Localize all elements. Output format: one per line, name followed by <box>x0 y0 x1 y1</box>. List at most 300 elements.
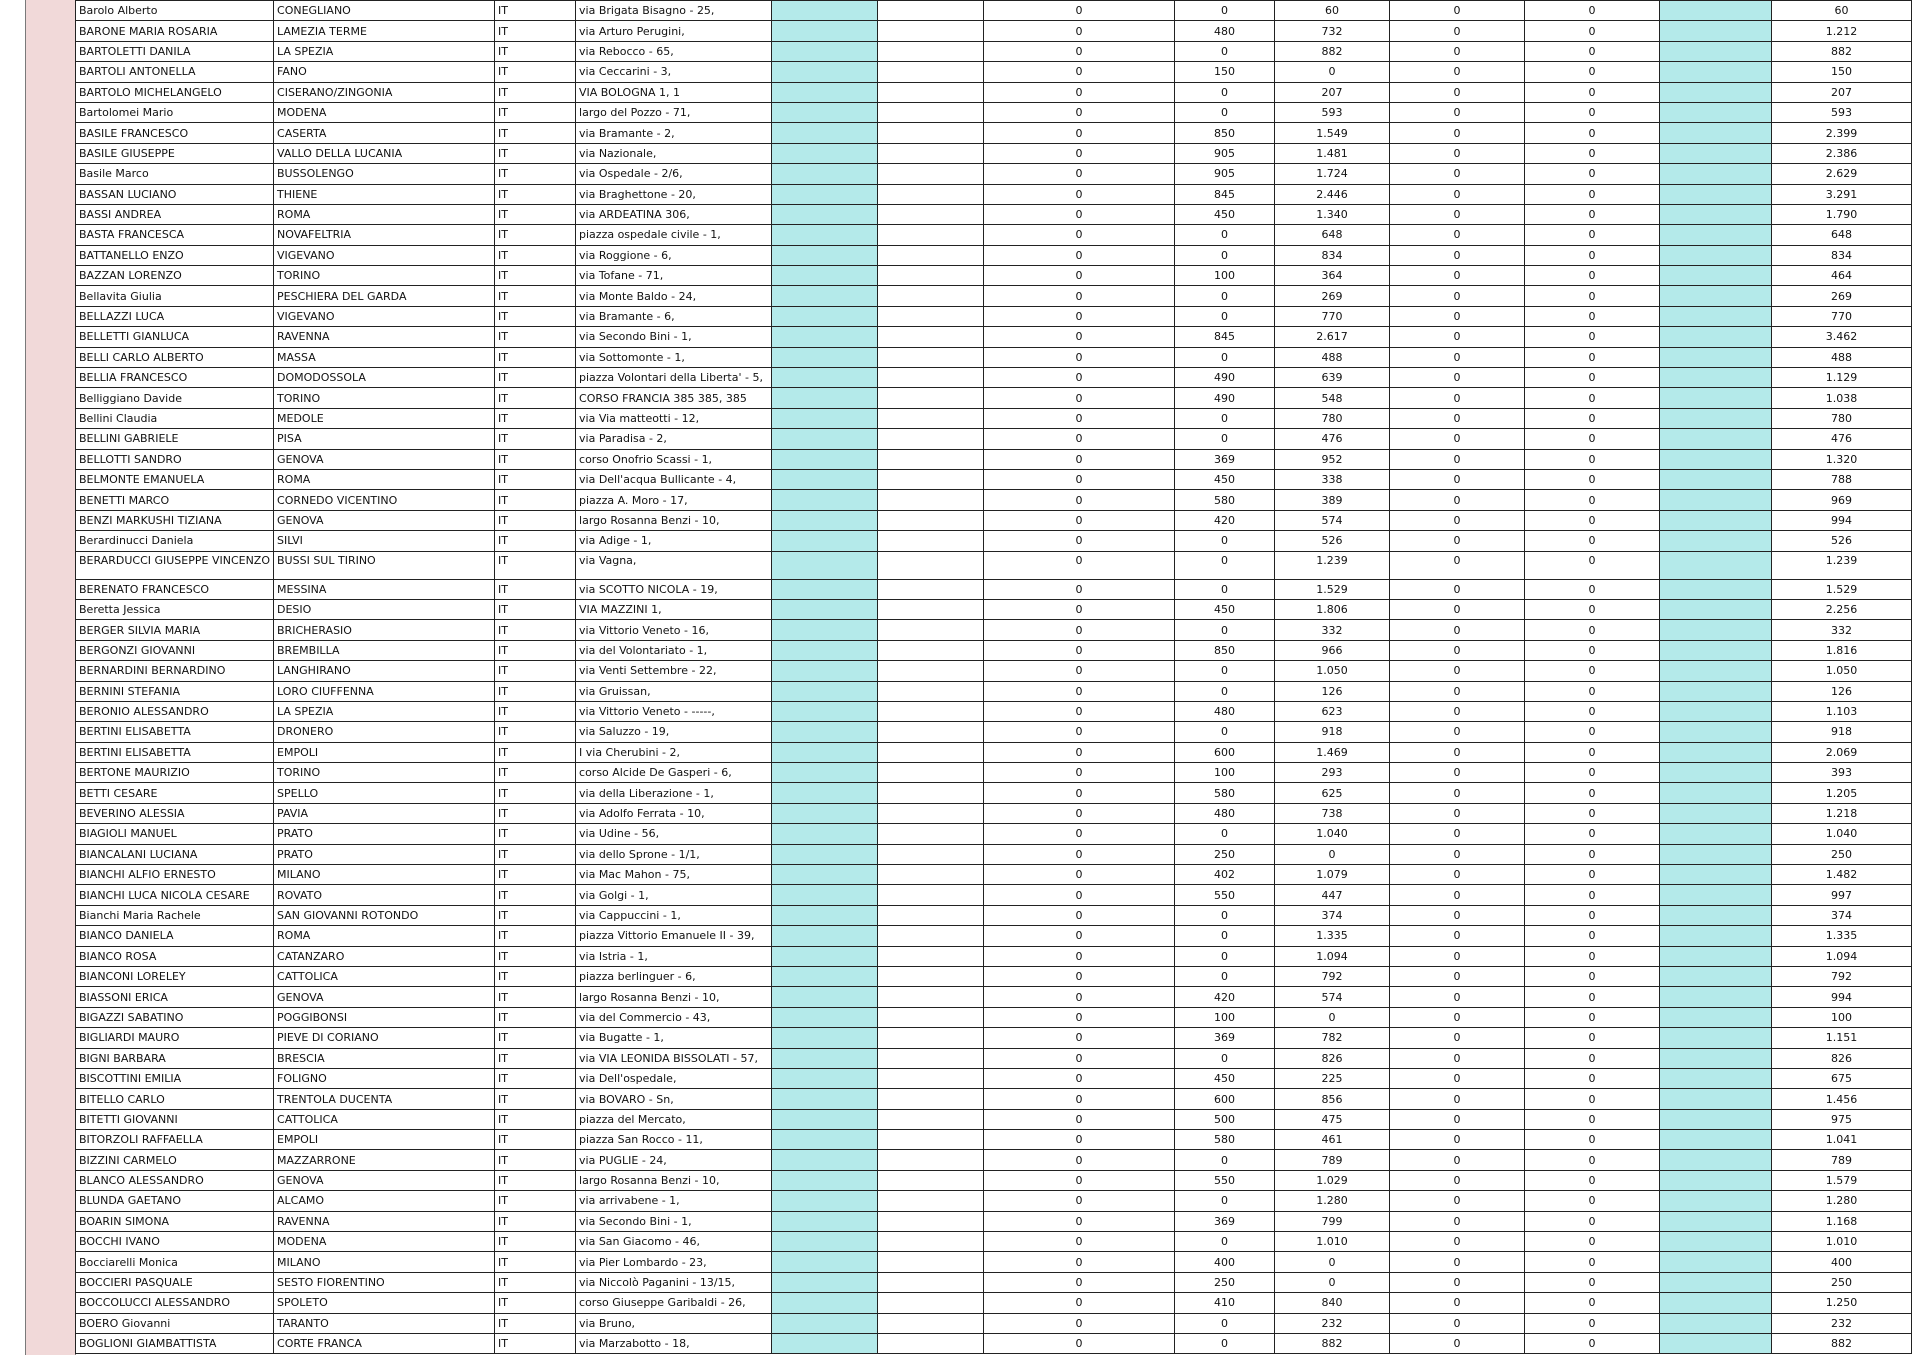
amount-cell-5: 0 <box>1525 469 1660 489</box>
name-cell: BIANCO ROSA <box>76 946 274 966</box>
amount-cell-3: 0 <box>1275 1252 1390 1272</box>
country-cell: IT <box>495 164 576 184</box>
table-row <box>76 388 1912 408</box>
table-row <box>76 599 1912 619</box>
highlight-cell <box>1660 1068 1772 1088</box>
amount-cell-2: 850 <box>1175 123 1275 143</box>
table-row <box>76 1252 1912 1272</box>
highlight-cell <box>1660 742 1772 762</box>
name-cell: BELLIA FRANCESCO <box>76 368 274 388</box>
address-cell: via arrivabene - 1, <box>576 1191 772 1211</box>
amount-cell-2: 369 <box>1175 449 1275 469</box>
name-cell: BATTANELLO ENZO <box>76 245 274 265</box>
amount-cell-1: 0 <box>984 661 1175 681</box>
amount-cell-3: 625 <box>1275 783 1390 803</box>
country-cell: IT <box>495 102 576 122</box>
amount-cell-1: 0 <box>984 1211 1175 1231</box>
amount-cell-1: 0 <box>984 62 1175 82</box>
name-cell: BIGAZZI SABATINO <box>76 1007 274 1027</box>
name-cell: BASTA FRANCESCA <box>76 225 274 245</box>
empty-cell <box>878 388 984 408</box>
amount-cell-4: 0 <box>1390 21 1525 41</box>
amount-cell-1: 0 <box>984 306 1175 326</box>
amount-cell-4: 0 <box>1390 245 1525 265</box>
empty-cell <box>878 510 984 530</box>
city-cell: SAN GIOVANNI ROTONDO <box>274 905 495 925</box>
city-cell: CONEGLIANO <box>274 1 495 21</box>
amount-cell-1: 0 <box>984 368 1175 388</box>
amount-cell-4: 0 <box>1390 1130 1525 1150</box>
table-row <box>76 620 1912 640</box>
amount-cell-3: 952 <box>1275 449 1390 469</box>
amount-cell-5: 0 <box>1525 164 1660 184</box>
amount-cell-1: 0 <box>984 987 1175 1007</box>
amount-cell-3: 1.481 <box>1275 143 1390 163</box>
name-cell: BLANCO ALESSANDRO <box>76 1170 274 1190</box>
country-cell: IT <box>495 579 576 599</box>
amount-cell-1: 0 <box>984 1272 1175 1292</box>
name-cell: BIANCONI LORELEY <box>76 966 274 986</box>
highlight-cell <box>772 62 878 82</box>
amount-cell-3: 1.529 <box>1275 579 1390 599</box>
amount-cell-5: 0 <box>1525 905 1660 925</box>
amount-cell-3: 1.050 <box>1275 661 1390 681</box>
table-row <box>76 1130 1912 1150</box>
highlight-cell <box>772 803 878 823</box>
amount-cell-5: 0 <box>1525 41 1660 61</box>
amount-cell-3: 732 <box>1275 21 1390 41</box>
highlight-cell <box>772 763 878 783</box>
city-cell: DOMODOSSOLA <box>274 368 495 388</box>
address-cell: via Golgi - 1, <box>576 885 772 905</box>
table-row <box>76 245 1912 265</box>
empty-cell <box>878 184 984 204</box>
table-row <box>76 640 1912 660</box>
address-cell: via Arturo Perugini, <box>576 21 772 41</box>
name-cell: BERTINI ELISABETTA <box>76 722 274 742</box>
name-cell: BIGNI BARBARA <box>76 1048 274 1068</box>
empty-cell <box>878 661 984 681</box>
amount-cell-4: 0 <box>1390 1068 1525 1088</box>
name-cell: BEVERINO ALESSIA <box>76 803 274 823</box>
amount-cell-1: 0 <box>984 1293 1175 1313</box>
address-cell: piazza ospedale civile - 1, <box>576 225 772 245</box>
highlight-cell <box>772 531 878 551</box>
amount-cell-4: 0 <box>1390 1170 1525 1190</box>
amount-cell-5: 0 <box>1525 926 1660 946</box>
total-cell: 1.579 <box>1772 1170 1912 1190</box>
highlight-cell <box>1660 701 1772 721</box>
empty-cell <box>878 1272 984 1292</box>
highlight-cell <box>1660 184 1772 204</box>
amount-cell-1: 0 <box>984 865 1175 885</box>
highlight-cell <box>772 164 878 184</box>
amount-cell-1: 0 <box>984 388 1175 408</box>
address-cell: via Via matteotti - 12, <box>576 408 772 428</box>
amount-cell-2: 0 <box>1175 347 1275 367</box>
amount-cell-3: 770 <box>1275 306 1390 326</box>
amount-cell-1: 0 <box>984 844 1175 864</box>
city-cell: MODENA <box>274 102 495 122</box>
amount-cell-4: 0 <box>1390 368 1525 388</box>
amount-cell-3: 364 <box>1275 266 1390 286</box>
total-cell: 997 <box>1772 885 1912 905</box>
highlight-cell <box>1660 1007 1772 1027</box>
amount-cell-4: 0 <box>1390 1150 1525 1170</box>
highlight-cell <box>772 347 878 367</box>
name-cell: BIANCHI ALFIO ERNESTO <box>76 865 274 885</box>
amount-cell-2: 600 <box>1175 742 1275 762</box>
highlight-cell <box>772 885 878 905</box>
highlight-cell <box>1660 143 1772 163</box>
amount-cell-2: 100 <box>1175 1007 1275 1027</box>
city-cell: VIGEVANO <box>274 245 495 265</box>
amount-cell-4: 0 <box>1390 1 1525 21</box>
highlight-cell <box>772 82 878 102</box>
amount-cell-4: 0 <box>1390 327 1525 347</box>
amount-cell-4: 0 <box>1390 1334 1525 1354</box>
highlight-cell <box>772 449 878 469</box>
city-cell: TARANTO <box>274 1313 495 1333</box>
amount-cell-4: 0 <box>1390 681 1525 701</box>
highlight-cell <box>772 681 878 701</box>
highlight-cell <box>772 640 878 660</box>
amount-cell-2: 0 <box>1175 429 1275 449</box>
table-row <box>76 742 1912 762</box>
city-cell: SPELLO <box>274 783 495 803</box>
empty-cell <box>878 1252 984 1272</box>
total-cell: 1.010 <box>1772 1232 1912 1252</box>
highlight-cell <box>1660 531 1772 551</box>
name-cell: BIZZINI CARMELO <box>76 1150 274 1170</box>
amount-cell-3: 856 <box>1275 1089 1390 1109</box>
amount-cell-3: 332 <box>1275 620 1390 640</box>
highlight-cell <box>772 865 878 885</box>
country-cell: IT <box>495 368 576 388</box>
address-cell: via del Commercio - 43, <box>576 1007 772 1027</box>
name-cell: BETTI CESARE <box>76 783 274 803</box>
name-cell: BOERO Giovanni <box>76 1313 274 1333</box>
highlight-cell <box>772 926 878 946</box>
city-cell: CASERTA <box>274 123 495 143</box>
amount-cell-4: 0 <box>1390 946 1525 966</box>
address-cell: via Ospedale - 2/6, <box>576 164 772 184</box>
highlight-cell <box>1660 327 1772 347</box>
address-cell: via Vittorio Veneto - -----, <box>576 701 772 721</box>
table-row <box>76 531 1912 551</box>
empty-cell <box>878 722 984 742</box>
highlight-cell <box>1660 987 1772 1007</box>
address-cell: via Gruissan, <box>576 681 772 701</box>
amount-cell-5: 0 <box>1525 286 1660 306</box>
amount-cell-5: 0 <box>1525 661 1660 681</box>
country-cell: IT <box>495 551 576 579</box>
name-cell: BIANCALANI LUCIANA <box>76 844 274 864</box>
address-cell: piazza San Rocco - 11, <box>576 1130 772 1150</box>
city-cell: CORTE FRANCA <box>274 1334 495 1354</box>
empty-cell <box>878 490 984 510</box>
amount-cell-4: 0 <box>1390 469 1525 489</box>
amount-cell-1: 0 <box>984 531 1175 551</box>
name-cell: BERGER SILVIA MARIA <box>76 620 274 640</box>
amount-cell-5: 0 <box>1525 701 1660 721</box>
address-cell: via Secondo Bini - 1, <box>576 1211 772 1231</box>
address-cell: via Pier Lombardo - 23, <box>576 1252 772 1272</box>
address-cell: largo Rosanna Benzi - 10, <box>576 510 772 530</box>
address-cell: via Secondo Bini - 1, <box>576 327 772 347</box>
country-cell: IT <box>495 701 576 721</box>
left-margin-band <box>25 0 76 1355</box>
country-cell: IT <box>495 429 576 449</box>
amount-cell-5: 0 <box>1525 722 1660 742</box>
amount-cell-2: 905 <box>1175 143 1275 163</box>
amount-cell-1: 0 <box>984 1028 1175 1048</box>
table-row <box>76 1272 1912 1292</box>
highlight-cell <box>772 1170 878 1190</box>
empty-cell <box>878 62 984 82</box>
amount-cell-1: 0 <box>984 408 1175 428</box>
address-cell: via Udine - 56, <box>576 824 772 844</box>
empty-cell <box>878 531 984 551</box>
city-cell: ROMA <box>274 926 495 946</box>
highlight-cell <box>1660 551 1772 579</box>
table-row <box>76 184 1912 204</box>
table-row <box>76 551 1912 579</box>
name-cell: BOCCOLUCCI ALESSANDRO <box>76 1293 274 1313</box>
amount-cell-5: 0 <box>1525 449 1660 469</box>
table-row <box>76 803 1912 823</box>
highlight-cell <box>1660 408 1772 428</box>
empty-cell <box>878 579 984 599</box>
empty-cell <box>878 1 984 21</box>
amount-cell-2: 905 <box>1175 164 1275 184</box>
empty-cell <box>878 551 984 579</box>
city-cell: GENOVA <box>274 1170 495 1190</box>
amount-cell-2: 402 <box>1175 865 1275 885</box>
city-cell: BREMBILLA <box>274 640 495 660</box>
amount-cell-5: 0 <box>1525 579 1660 599</box>
amount-cell-5: 0 <box>1525 946 1660 966</box>
table-row <box>76 327 1912 347</box>
table-row <box>76 41 1912 61</box>
amount-cell-3: 1.280 <box>1275 1191 1390 1211</box>
city-cell: MESSINA <box>274 579 495 599</box>
name-cell: BASSAN LUCIANO <box>76 184 274 204</box>
amount-cell-5: 0 <box>1525 1089 1660 1109</box>
highlight-cell <box>1660 306 1772 326</box>
name-cell: Bianchi Maria Rachele <box>76 905 274 925</box>
amount-cell-3: 574 <box>1275 987 1390 1007</box>
amount-cell-5: 0 <box>1525 388 1660 408</box>
table-row <box>76 225 1912 245</box>
country-cell: IT <box>495 946 576 966</box>
amount-cell-4: 0 <box>1390 1089 1525 1109</box>
empty-cell <box>878 599 984 619</box>
table-row <box>76 266 1912 286</box>
address-cell: via Bramante - 2, <box>576 123 772 143</box>
amount-cell-4: 0 <box>1390 1191 1525 1211</box>
amount-cell-1: 0 <box>984 1048 1175 1068</box>
amount-cell-2: 450 <box>1175 204 1275 224</box>
city-cell: MAZZARRONE <box>274 1150 495 1170</box>
city-cell: BUSSOLENGO <box>274 164 495 184</box>
amount-cell-3: 792 <box>1275 966 1390 986</box>
amount-cell-1: 0 <box>984 966 1175 986</box>
city-cell: TORINO <box>274 266 495 286</box>
name-cell: BELMONTE EMANUELA <box>76 469 274 489</box>
country-cell: IT <box>495 1170 576 1190</box>
address-cell: via Tofane - 71, <box>576 266 772 286</box>
amount-cell-1: 0 <box>984 763 1175 783</box>
amount-cell-3: 782 <box>1275 1028 1390 1048</box>
amount-cell-4: 0 <box>1390 599 1525 619</box>
total-cell: 269 <box>1772 286 1912 306</box>
amount-cell-3: 966 <box>1275 640 1390 660</box>
amount-cell-1: 0 <box>984 1007 1175 1027</box>
country-cell: IT <box>495 266 576 286</box>
city-cell: MODENA <box>274 1232 495 1252</box>
highlight-cell <box>1660 266 1772 286</box>
amount-cell-4: 0 <box>1390 661 1525 681</box>
city-cell: LORO CIUFFENNA <box>274 681 495 701</box>
highlight-cell <box>1660 722 1772 742</box>
amount-cell-2: 450 <box>1175 1068 1275 1088</box>
amount-cell-1: 0 <box>984 510 1175 530</box>
amount-cell-5: 0 <box>1525 429 1660 449</box>
table-row <box>76 905 1912 925</box>
address-cell: VIA BOLOGNA 1, 1 <box>576 82 772 102</box>
amount-cell-5: 0 <box>1525 1313 1660 1333</box>
highlight-cell <box>772 1293 878 1313</box>
total-cell: 2.629 <box>1772 164 1912 184</box>
amount-cell-1: 0 <box>984 1232 1175 1252</box>
amount-cell-3: 639 <box>1275 368 1390 388</box>
table-row <box>76 143 1912 163</box>
amount-cell-1: 0 <box>984 429 1175 449</box>
total-cell: 1.038 <box>1772 388 1912 408</box>
highlight-cell <box>1660 204 1772 224</box>
address-cell: largo Rosanna Benzi - 10, <box>576 987 772 1007</box>
amount-cell-4: 0 <box>1390 742 1525 762</box>
amount-cell-4: 0 <box>1390 225 1525 245</box>
empty-cell <box>878 102 984 122</box>
amount-cell-1: 0 <box>984 905 1175 925</box>
empty-cell <box>878 143 984 163</box>
amount-cell-5: 0 <box>1525 368 1660 388</box>
highlight-cell <box>1660 388 1772 408</box>
amount-cell-5: 0 <box>1525 1007 1660 1027</box>
amount-cell-4: 0 <box>1390 763 1525 783</box>
empty-cell <box>878 763 984 783</box>
highlight-cell <box>1660 1334 1772 1354</box>
amount-cell-2: 450 <box>1175 469 1275 489</box>
amount-cell-3: 2.617 <box>1275 327 1390 347</box>
table-row <box>76 1048 1912 1068</box>
highlight-cell <box>772 41 878 61</box>
highlight-cell <box>1660 1293 1772 1313</box>
amount-cell-2: 369 <box>1175 1028 1275 1048</box>
city-cell: CISERANO/ZINGONIA <box>274 82 495 102</box>
name-cell: BOARIN SIMONA <box>76 1211 274 1231</box>
amount-cell-2: 100 <box>1175 763 1275 783</box>
amount-cell-1: 0 <box>984 143 1175 163</box>
amount-cell-5: 0 <box>1525 82 1660 102</box>
highlight-cell <box>772 21 878 41</box>
country-cell: IT <box>495 204 576 224</box>
total-cell: 1.529 <box>1772 579 1912 599</box>
amount-cell-4: 0 <box>1390 123 1525 143</box>
amount-cell-5: 0 <box>1525 21 1660 41</box>
empty-cell <box>878 844 984 864</box>
amount-cell-4: 0 <box>1390 408 1525 428</box>
highlight-cell <box>772 1130 878 1150</box>
city-cell: ROVATO <box>274 885 495 905</box>
address-cell: via Niccolò Paganini - 13/15, <box>576 1272 772 1292</box>
highlight-cell <box>1660 1191 1772 1211</box>
table-row <box>76 102 1912 122</box>
name-cell: BENZI MARKUSHI TIZIANA <box>76 510 274 530</box>
country-cell: IT <box>495 1232 576 1252</box>
table-row <box>76 579 1912 599</box>
amount-cell-2: 845 <box>1175 327 1275 347</box>
country-cell: IT <box>495 844 576 864</box>
country-cell: IT <box>495 1130 576 1150</box>
table-row <box>76 1191 1912 1211</box>
amount-cell-5: 0 <box>1525 1170 1660 1190</box>
country-cell: IT <box>495 1334 576 1354</box>
total-cell: 770 <box>1772 306 1912 326</box>
amount-cell-3: 1.239 <box>1275 551 1390 579</box>
total-cell: 150 <box>1772 62 1912 82</box>
highlight-cell <box>1660 865 1772 885</box>
address-cell: via BOVARO - Sn, <box>576 1089 772 1109</box>
highlight-cell <box>772 245 878 265</box>
country-cell: IT <box>495 661 576 681</box>
name-cell: BERNARDINI BERNARDINO <box>76 661 274 681</box>
country-cell: IT <box>495 225 576 245</box>
highlight-cell <box>1660 599 1772 619</box>
empty-cell <box>878 286 984 306</box>
highlight-cell <box>1660 41 1772 61</box>
amount-cell-4: 0 <box>1390 449 1525 469</box>
empty-cell <box>878 164 984 184</box>
table-row <box>76 1293 1912 1313</box>
address-cell: via Saluzzo - 19, <box>576 722 772 742</box>
address-cell: largo del Pozzo - 71, <box>576 102 772 122</box>
amount-cell-3: 0 <box>1275 1272 1390 1292</box>
total-cell: 975 <box>1772 1109 1912 1129</box>
amount-cell-1: 0 <box>984 102 1175 122</box>
amount-cell-2: 0 <box>1175 681 1275 701</box>
country-cell: IT <box>495 783 576 803</box>
address-cell: via Nazionale, <box>576 143 772 163</box>
name-cell: Bocciarelli Monica <box>76 1252 274 1272</box>
total-cell: 788 <box>1772 469 1912 489</box>
country-cell: IT <box>495 620 576 640</box>
address-cell: via Roggione - 6, <box>576 245 772 265</box>
total-cell: 100 <box>1772 1007 1912 1027</box>
amount-cell-1: 0 <box>984 640 1175 660</box>
city-cell: LA SPEZIA <box>274 41 495 61</box>
address-cell: via Brigata Bisagno - 25, <box>576 1 772 21</box>
amount-cell-4: 0 <box>1390 82 1525 102</box>
amount-cell-1: 0 <box>984 1191 1175 1211</box>
amount-cell-2: 420 <box>1175 510 1275 530</box>
amount-cell-1: 0 <box>984 1089 1175 1109</box>
amount-cell-3: 232 <box>1275 1313 1390 1333</box>
amount-cell-2: 150 <box>1175 62 1275 82</box>
amount-cell-3: 834 <box>1275 245 1390 265</box>
